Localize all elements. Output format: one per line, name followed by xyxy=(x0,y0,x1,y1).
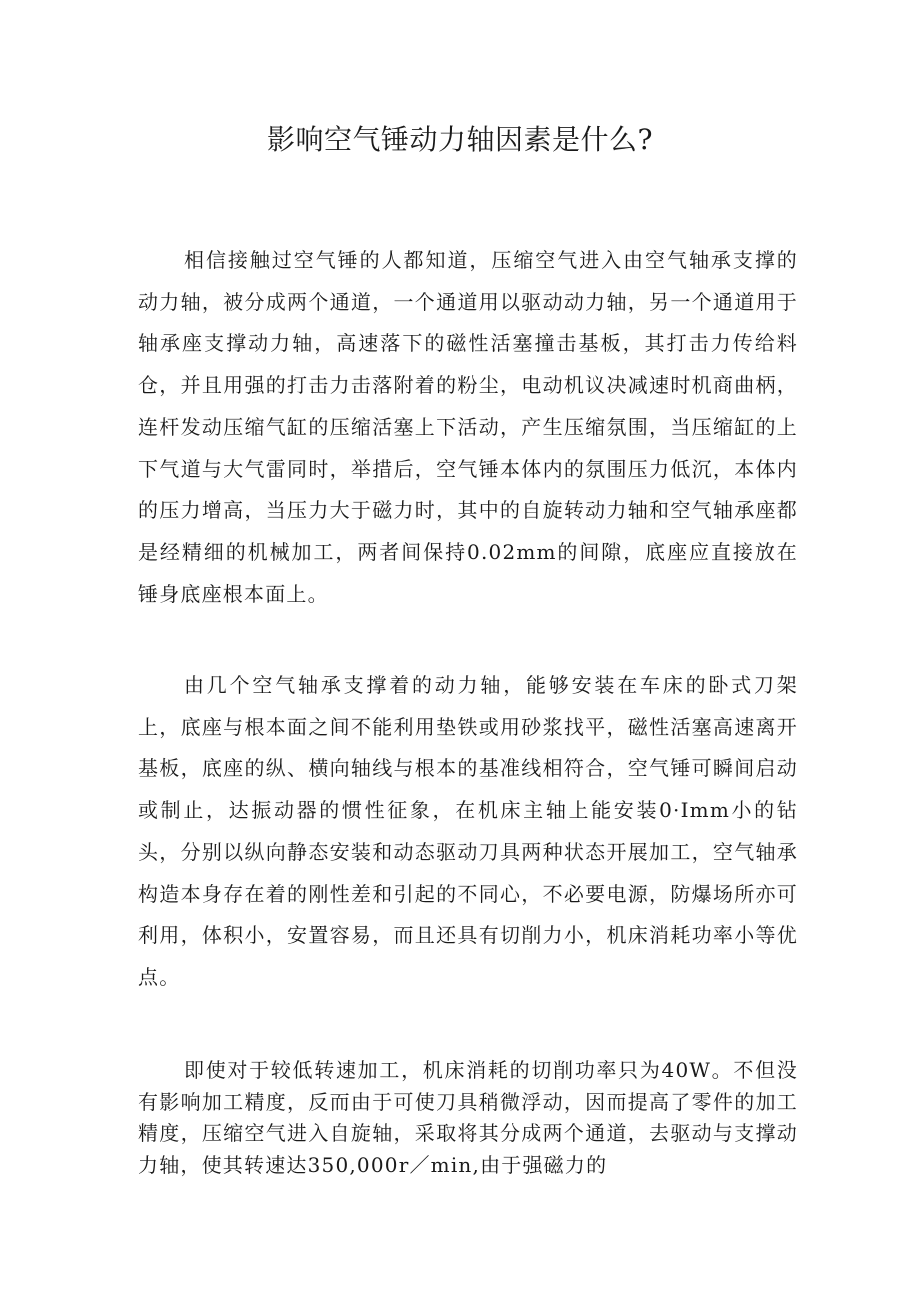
paragraph-1: 相信接触过空气锤的人都知道，压缩空气进入由空气轴承支撑的动力轴，被分成两个通道，一个通道用以驱动动力轴，另一个通道用于轴承座支撑动力轴，高速落下的磁性活塞撞击基板，其打击力传给料仓，并且用强的打击力击落附着的粉尘，电动机议决减速时机商曲柄，连杆发动压缩气缸的压缩活塞上下活动，产生压缩氛围，当压缩缸的上下气道与大气雷同时，举措后，空气锤本体内的氛围压力低沉，本体内的压力增高，当压力大于磁力时，其中的自旋转动力轴和空气轴承座都是经精细的机械加工，两者间保持0.02mm的间隙，底座应直接放在锤身底座根本面上。 xyxy=(138,248,798,606)
document-title: 影响空气锤动力轴因素是什么? xyxy=(266,123,653,156)
paragraph-3: 即使对于较低转速加工，机床消耗的切削功率只为40W。不但没有影响加工精度，反而由于可使刀具稍微浮动，因而提高了零件的加工精度，压缩空气进入自旋轴，采取将其分成两个通道，去驱动与支撑动力轴，使其转速达350,000r／min,由于强磁力的 xyxy=(138,1058,798,1177)
paragraph-2: 由几个空气轴承支撑着的动力轴，能够安装在车床的卧式刀架上，底座与根本面之间不能利用垫铁或用砂浆找平，磁性活塞高速离开基板，底座的纵、横向轴线与根本的基准线相符合，空气锤可瞬间启动或制止，达振动器的惯性征象，在机床主轴上能安装0·Imm小的钻头，分别以纵向静态安装和动态驱动刀具两种状态开展加工，空气轴承构造本身存在着的刚性差和引起的不同心，不必要电源，防爆场所亦可利用，体积小，安置容易，而且还具有切削力小，机床消耗功率小等优点。 xyxy=(138,673,798,989)
